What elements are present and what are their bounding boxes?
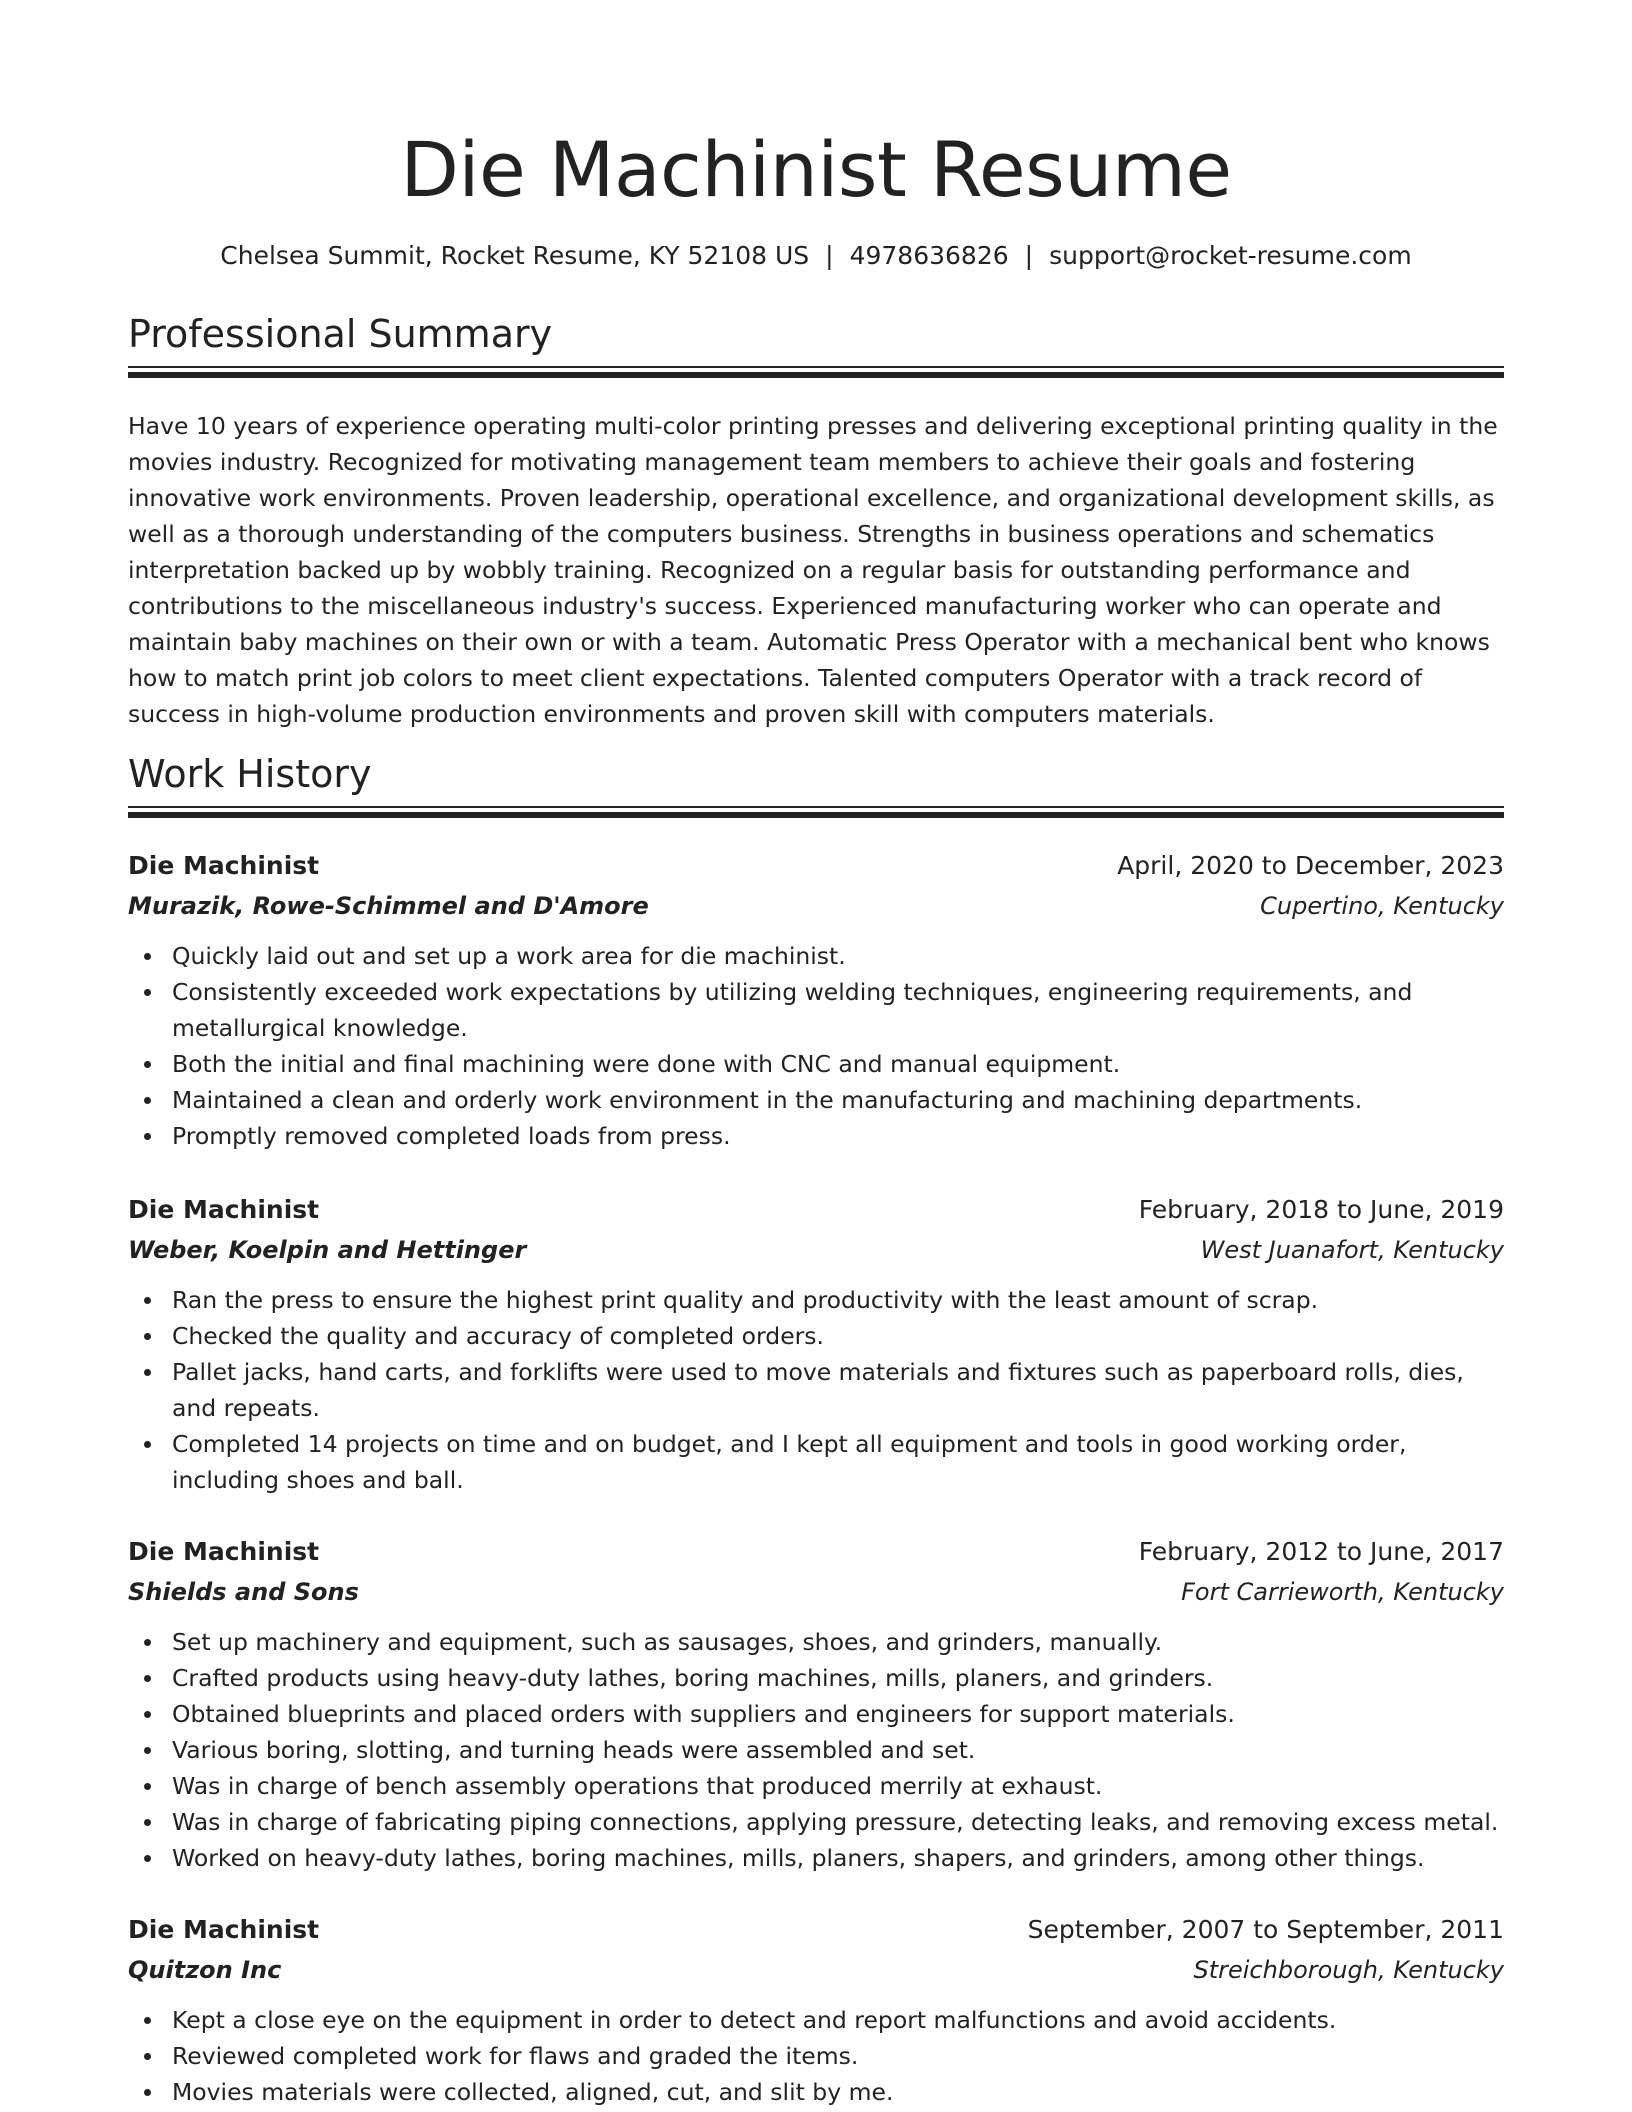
- list-item: Set up machinery and equipment, such as sausages, shoes, and grinders, manually.: [128, 1624, 1504, 1660]
- job-title: Die Machinist: [128, 1195, 320, 1224]
- list-item: Obtained blueprints and placed orders with suppliers and engineers for support materials.: [128, 1696, 1504, 1732]
- job-duties-list: [128, 1282, 1504, 1498]
- list-item: Reviewed completed work for flaws and graded the items.: [128, 2038, 1504, 2074]
- contact-email: support@rocket-resume.com: [1049, 241, 1412, 270]
- list-item: Promptly removed completed loads from press.: [128, 1118, 1504, 1154]
- job-location: Fort Carrieworth, Kentucky: [1181, 1578, 1504, 1606]
- list-item: Crafted products using heavy-duty lathes, boring machines, mills, planers, and grinders.: [128, 1660, 1504, 1696]
- job-dates: April, 2020 to December, 2023: [1117, 851, 1504, 880]
- contact-separator: |: [825, 241, 834, 270]
- list-item: Maintained a clean and orderly work environment in the manufacturing and machining departments.: [128, 1082, 1504, 1118]
- list-item: Was in charge of bench assembly operations that produced merrily at exhaust.: [128, 1768, 1504, 1804]
- job-company: Quitzon Inc: [128, 1956, 282, 1984]
- list-item: Completed 14 projects on time and on budget, and I kept all equipment and tools in good working order, including shoes and ball.: [128, 1426, 1504, 1498]
- job-title: Die Machinist: [128, 851, 320, 880]
- job-dates: February, 2018 to June, 2019: [1138, 1195, 1504, 1224]
- list-item: Pallet jacks, hand carts, and forklifts were used to move materials and fixtures such as paperboard rolls, dies, and repeats.: [128, 1354, 1504, 1426]
- contact-phone: 4978636826: [849, 241, 1009, 270]
- job-entry: [128, 1190, 1504, 1498]
- list-item: Movies materials were collected, aligned, cut, and slit by me.: [128, 2074, 1504, 2110]
- summary-text: Have 10 years of experience operating multi-color printing presses and delivering exceptional printing quality in the movies industry. Recognized for motivating management team members to achieve their goals and fostering innovative work environments. Proven leadership, operational excellence, and organizational development skills, as well as a thorough understanding of the computers business. Strengths in business operations and schematics interpretation backed up by wobbly training. Recognized on a regular basis for outstanding performance and contributions to the miscellaneous industry's success. Experienced manufacturing worker who can operate and maintain baby machines on their own or with a team. Automatic Press Operator with a mechanical bent who knows how to match print job colors to meet client expectations. Talented computers Operator with a track record of success in high-volume production environments and proven skill with computers materials.: [128, 412, 1498, 728]
- job-duties-list: [128, 2002, 1504, 2110]
- list-item: Quickly laid out and set up a work area for die machinist.: [128, 938, 1504, 974]
- job-location: Cupertino, Kentucky: [1260, 892, 1504, 920]
- job-entry: [128, 1532, 1504, 1876]
- list-item: Worked on heavy-duty lathes, boring machines, mills, planers, shapers, and grinders, among other things.: [128, 1840, 1504, 1876]
- job-entry: [128, 846, 1504, 1154]
- job-location: West Juanafort, Kentucky: [1200, 1236, 1504, 1264]
- resume-title: Die Machinist Resume: [400, 125, 1232, 214]
- job-title: Die Machinist: [128, 1915, 320, 1944]
- work-history-divider: [128, 806, 1504, 818]
- job-entry: [128, 1910, 1504, 2110]
- list-item: Both the initial and final machining were done with CNC and manual equipment.: [128, 1046, 1504, 1082]
- job-title: Die Machinist: [128, 1537, 320, 1566]
- job-location: Streichborough, Kentucky: [1193, 1956, 1504, 1984]
- job-company: Shields and Sons: [128, 1578, 359, 1606]
- job-dates: September, 2007 to September, 2011: [1027, 1915, 1504, 1944]
- resume-page: [128, 0, 1504, 2112]
- job-dates: February, 2012 to June, 2017: [1138, 1537, 1504, 1566]
- work-history-heading: Work History: [128, 752, 372, 796]
- contact-line: [128, 238, 1504, 274]
- job-duties-list: [128, 1624, 1504, 1876]
- list-item: Ran the press to ensure the highest print quality and productivity with the least amount of scrap.: [128, 1282, 1504, 1318]
- list-item: Was in charge of fabricating piping connections, applying pressure, detecting leaks, and removing excess metal.: [128, 1804, 1504, 1840]
- contact-address: Chelsea Summit, Rocket Resume, KY 52108 US: [220, 241, 810, 270]
- list-item: Checked the quality and accuracy of completed orders.: [128, 1318, 1504, 1354]
- summary-divider: [128, 366, 1504, 378]
- list-item: Consistently exceeded work expectations by utilizing welding techniques, engineering requirements, and metallurgical knowledge.: [128, 974, 1504, 1046]
- job-duties-list: [128, 938, 1504, 1154]
- summary-heading: Professional Summary: [128, 312, 553, 356]
- job-company: Weber, Koelpin and Hettinger: [128, 1236, 527, 1264]
- contact-separator: |: [1024, 241, 1034, 270]
- list-item: Kept a close eye on the equipment in order to detect and report malfunctions and avoid accidents.: [128, 2002, 1504, 2038]
- list-item: Various boring, slotting, and turning heads were assembled and set.: [128, 1732, 1504, 1768]
- job-company: Murazik, Rowe-Schimmel and D'Amore: [128, 892, 649, 920]
